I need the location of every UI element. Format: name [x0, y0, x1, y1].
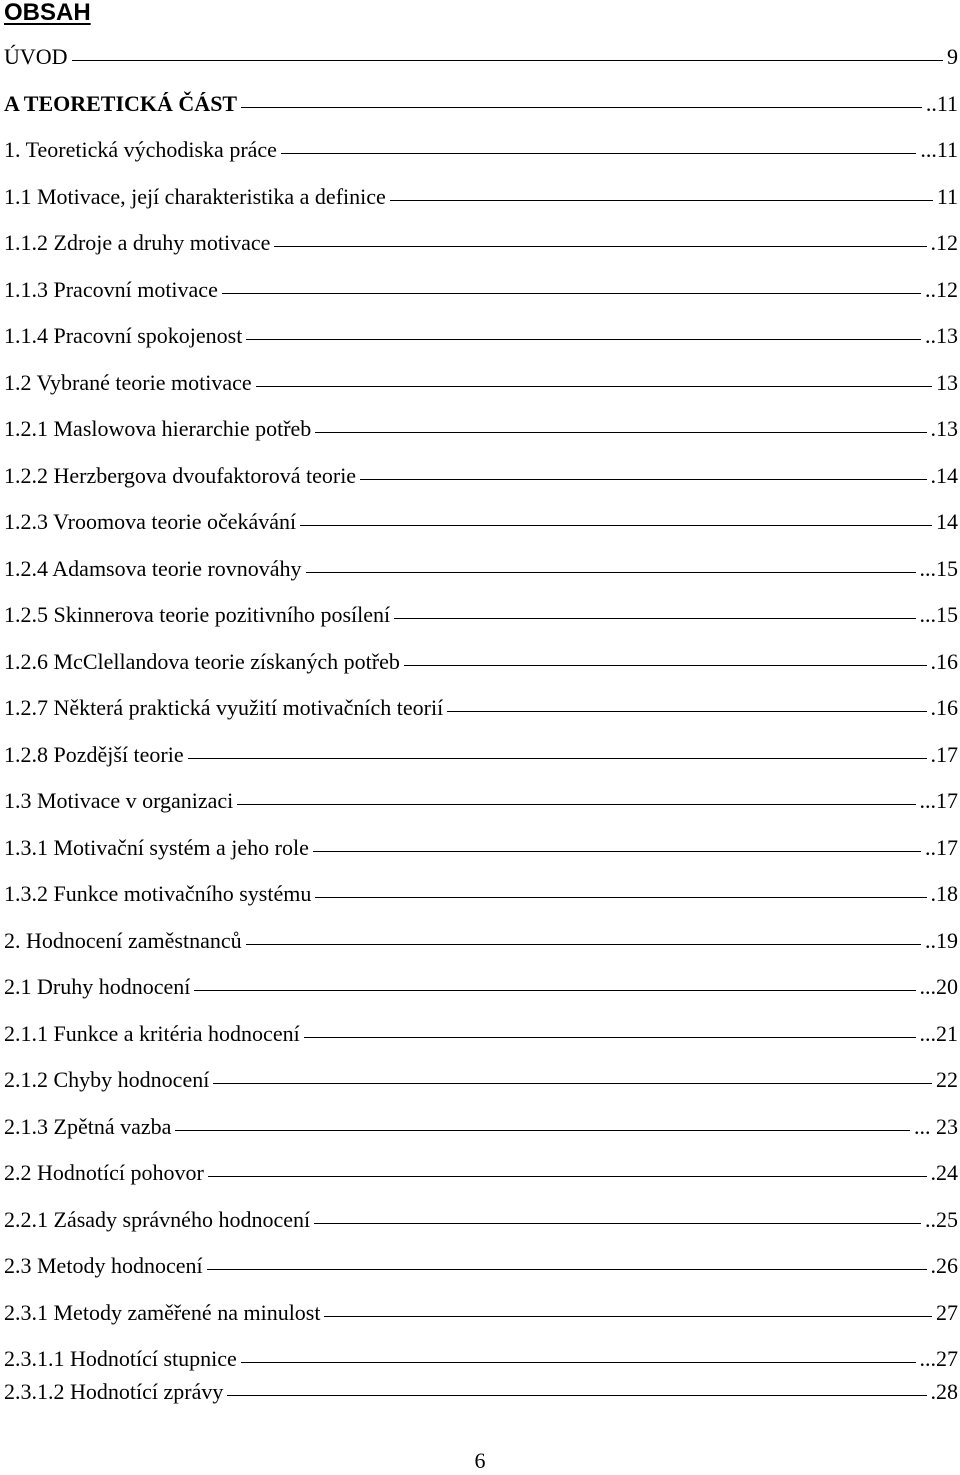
toc-entry[interactable] [4, 1063, 958, 1110]
toc-entry-page: ...20 [919, 974, 958, 999]
toc-entry-page: .16 [930, 648, 958, 674]
toc-entry[interactable] [4, 1296, 958, 1343]
toc-entry[interactable] [4, 1342, 958, 1375]
toc-entry-label: 1.3.2 Funkce motivačního systému [4, 881, 312, 906]
page-number: 6 [474, 1448, 486, 1473]
toc-entry-label: 2.3.1 Metody zaměřené na minulost [4, 1299, 321, 1325]
toc-leader-line [394, 618, 915, 619]
toc-leader-line [246, 944, 921, 945]
toc-entry-label: 1.1.4 Pracovní spokojenost [4, 323, 243, 348]
toc-entry[interactable] [4, 831, 958, 878]
toc-leader-line [237, 804, 915, 805]
toc-entry[interactable] [4, 738, 958, 785]
toc-entry-page: ..11 [925, 90, 958, 116]
toc-entry-label: 2.3 Metody hodnocení [4, 1253, 203, 1278]
page-title: OBSAH [4, 0, 91, 26]
toc-entry[interactable] [4, 133, 958, 180]
toc-entry-page: ... 23 [914, 1113, 958, 1139]
toc-entry-page: 11 [936, 183, 958, 209]
toc-entry[interactable] [4, 877, 958, 924]
toc-entry-page: 14 [936, 509, 958, 534]
toc-leader-line [313, 851, 921, 852]
toc-entry[interactable] [4, 598, 958, 645]
toc-leader-line [390, 200, 933, 201]
toc-entry-label: 1.2.7 Některá praktická využití motivačních teorií [4, 695, 444, 720]
toc-entry-label: 2.2.1 Zásady správného hodnocení [4, 1206, 311, 1232]
toc-entry-label: 1.2.6 McClellandova teorie získaných potřeb [4, 648, 400, 674]
toc-entry-label: 1.2.3 Vroomova teorie očekávání [4, 509, 297, 534]
toc-entry-page: .13 [930, 416, 958, 441]
toc-entry-label: 1.3 Motivace v organizaci [4, 788, 234, 813]
toc-entry[interactable] [4, 40, 958, 87]
toc-entry-page: ...15 [919, 555, 958, 581]
toc-entry-label: 1.2.4 Adamsova teorie rovnováhy [4, 555, 302, 581]
toc-leader-line [188, 758, 927, 759]
toc-leader-line [241, 1362, 916, 1363]
toc-leader-line [360, 479, 926, 480]
toc-leader-line [256, 386, 932, 387]
toc-entry-page: ..17 [925, 834, 958, 860]
toc-entry-page: .26 [930, 1253, 958, 1278]
toc-entry-label: 1. Teoretická východiska práce [4, 137, 277, 162]
toc-entry[interactable] [4, 180, 958, 227]
toc-entry-label: 1.1 Motivace, její charakteristika a definice [4, 183, 386, 209]
toc-entry[interactable] [4, 645, 958, 692]
toc-entry-label: 2.1.3 Zpětná vazba [4, 1113, 172, 1139]
table-of-contents [4, 40, 958, 1408]
toc-leader-line [315, 432, 926, 433]
toc-entry-page: ...27 [919, 1346, 958, 1371]
toc-entry-page: ..25 [925, 1206, 958, 1232]
toc-leader-line [404, 665, 927, 666]
toc-leader-line [246, 339, 921, 340]
toc-entry-page: .17 [930, 741, 958, 767]
toc-leader-line [72, 60, 943, 61]
toc-entry-label: 1.1.2 Zdroje a druhy motivace [4, 230, 271, 255]
toc-entry[interactable] [4, 459, 958, 506]
toc-entry-page: ...17 [919, 788, 958, 813]
toc-entry[interactable] [4, 784, 958, 831]
toc-entry-label: 1.3.1 Motivační systém a jeho role [4, 834, 309, 860]
toc-entry-page: .16 [930, 695, 958, 720]
toc-entry[interactable] [4, 924, 958, 971]
toc-leader-line [306, 572, 916, 573]
toc-entry[interactable] [4, 226, 958, 273]
toc-entry-label: 2.3.1.2 Hodnotící zprávy [4, 1379, 224, 1404]
toc-entry[interactable] [4, 505, 958, 552]
toc-entry-label: 1.1.3 Pracovní motivace [4, 276, 218, 302]
toc-entry-page: .24 [930, 1160, 958, 1185]
toc-entry[interactable] [4, 970, 958, 1017]
toc-entry-page: .12 [930, 230, 958, 255]
toc-leader-line [222, 293, 921, 294]
toc-leader-line [207, 1269, 927, 1270]
toc-leader-line [241, 107, 922, 108]
toc-entry-label: A TEORETICKÁ ČÁST [4, 90, 238, 116]
toc-entry-label: 2.1.2 Chyby hodnocení [4, 1067, 210, 1092]
toc-leader-line [447, 711, 926, 712]
toc-leader-line [324, 1316, 932, 1317]
toc-entry-page: ..12 [925, 276, 958, 302]
toc-entry[interactable] [4, 412, 958, 459]
toc-entry-page: .14 [930, 462, 958, 488]
toc-entry[interactable] [4, 1110, 958, 1157]
toc-leader-line [281, 153, 916, 154]
toc-entry-page: 13 [936, 369, 958, 395]
toc-entry-label: 1.2 Vybrané teorie motivace [4, 369, 252, 395]
toc-entry-page: 22 [936, 1067, 958, 1092]
toc-entry-label: ÚVOD [4, 44, 68, 69]
toc-entry[interactable] [4, 273, 958, 320]
toc-entry[interactable] [4, 552, 958, 599]
toc-leader-line [213, 1083, 932, 1084]
toc-entry-label: 2. Hodnocení zaměstnanců [4, 927, 242, 953]
toc-entry-label: 2.2 Hodnotící pohovor [4, 1160, 204, 1185]
toc-entry-page: ...15 [919, 602, 958, 627]
toc-leader-line [300, 525, 932, 526]
toc-entry[interactable] [4, 1249, 958, 1296]
toc-leader-line [175, 1130, 910, 1131]
toc-entry[interactable] [4, 1203, 958, 1250]
toc-entry-label: 1.2.5 Skinnerova teorie pozitivního posílení [4, 602, 391, 627]
toc-leader-line [274, 246, 926, 247]
toc-entry-page: ...11 [920, 137, 958, 162]
toc-entry-page: ..19 [925, 927, 958, 953]
toc-entry-label: 2.3.1.1 Hodnotící stupnice [4, 1346, 237, 1371]
toc-entry[interactable] [4, 319, 958, 366]
toc-leader-line [227, 1395, 926, 1396]
toc-entry-page: ..13 [925, 323, 958, 348]
toc-entry-page: 27 [936, 1299, 958, 1325]
toc-entry[interactable] [4, 366, 958, 413]
toc-entry-label: 2.1.1 Funkce a kritéria hodnocení [4, 1020, 300, 1046]
toc-entry[interactable] [4, 1375, 958, 1408]
toc-entry-label: 2.1 Druhy hodnocení [4, 974, 191, 999]
toc-entry[interactable] [4, 87, 958, 134]
toc-entry-label: 1.2.8 Pozdější teorie [4, 741, 184, 767]
toc-entry-page: ...21 [919, 1020, 958, 1046]
toc-leader-line [208, 1176, 927, 1177]
toc-leader-line [194, 990, 915, 991]
toc-entry-page: .18 [930, 881, 958, 906]
toc-leader-line [315, 897, 926, 898]
toc-entry-label: 1.2.2 Herzbergova dvoufaktorová teorie [4, 462, 357, 488]
toc-entry-label: 1.2.1 Maslowova hierarchie potřeb [4, 416, 312, 441]
toc-entry[interactable] [4, 1017, 958, 1064]
toc-entry-page: .28 [930, 1379, 958, 1404]
toc-entry[interactable] [4, 1156, 958, 1203]
toc-leader-line [314, 1223, 921, 1224]
toc-entry-page: 9 [947, 44, 958, 69]
toc-leader-line [304, 1037, 916, 1038]
toc-entry[interactable] [4, 691, 958, 738]
